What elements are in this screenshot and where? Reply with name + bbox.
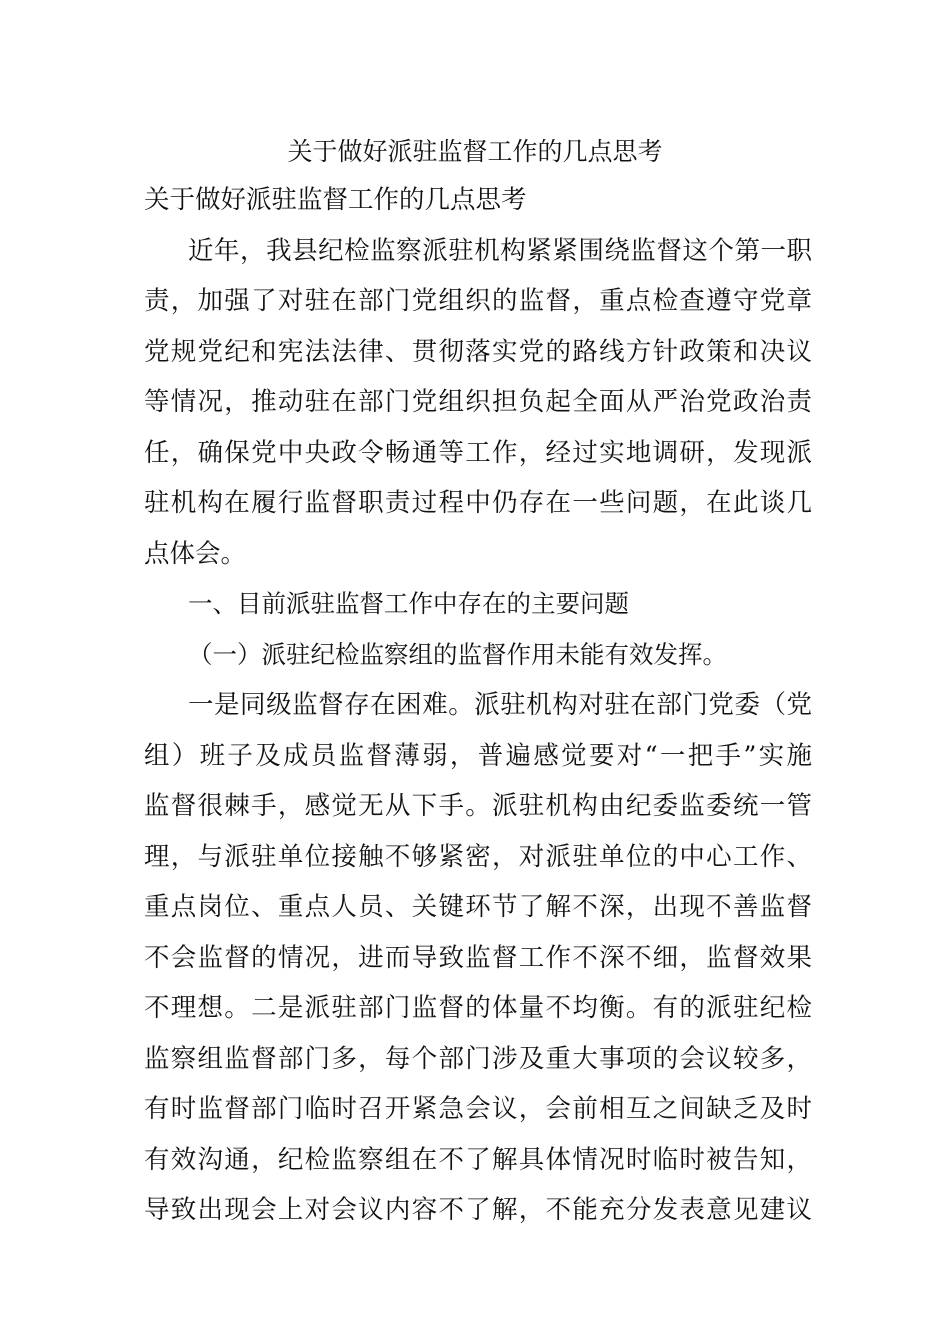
subsection-heading: （一）派驻纪检监察组的监督作用未能有效发挥。 <box>188 639 727 669</box>
paragraph-line: 任，确保党中央政令畅通等工作，经过实地调研，发现派 <box>144 437 812 468</box>
paragraph-line: 责，加强了对驻在部门党组织的监督，重点检查遵守党章 <box>144 286 812 316</box>
paragraph-line: 等情况，推动驻在部门党组织担负起全面从严治党政治责 <box>144 387 812 417</box>
subtitle-line: 关于做好派驻监督工作的几点思考 <box>144 185 527 215</box>
paragraph-line: 组）班子及成员监督薄弱，普遍感觉要对“一把手”实施 <box>144 740 812 771</box>
paragraph-line: 不会监督的情况，进而导致监督工作不深不细，监督效果 <box>144 942 812 973</box>
paragraph-line: 不理想。二是派驻部门监督的体量不均衡。有的派驻纪检 <box>144 993 812 1023</box>
paragraph-line: 有时监督部门临时召开紧急会议，会前相互之间缺乏及时 <box>144 1094 812 1124</box>
paragraph-line: 有效沟通，纪检监察组在不了解具体情况时临时被告知， <box>144 1144 812 1175</box>
paragraph-line: 驻机构在履行监督职责过程中仍存在一些问题，在此谈几 <box>144 488 812 518</box>
paragraph-line: 重点岗位、重点人员、关键环节了解不深，出现不善监督 <box>144 892 812 922</box>
paragraph-line: 导致出现会上对会议内容不了解，不能充分发表意见建议 <box>144 1195 812 1225</box>
paragraph-line: 监督很棘手，感觉无从下手。派驻机构由纪委监委统一管 <box>144 791 812 821</box>
paragraph-line: 近年，我县纪检监察派驻机构紧紧围绕监督这个第一职 <box>188 235 812 266</box>
section-heading: 一、目前派驻监督工作中存在的主要问题 <box>188 589 629 618</box>
document-body <box>144 182 812 1243</box>
paragraph-line: 一是同级监督存在困难。派驻机构对驻在部门党委（党 <box>188 690 812 720</box>
document-title: 关于做好派驻监督工作的几点思考 <box>287 137 663 166</box>
paragraph-line: 党规党纪和宪法法律、贯彻落实党的路线方针政策和决议 <box>144 336 812 367</box>
paragraph-line: 监察组监督部门多，每个部门涉及重大事项的会议较多， <box>144 1043 812 1074</box>
paragraph-line: 点体会。 <box>144 538 247 569</box>
paragraph-line: 理，与派驻单位接触不够紧密，对派驻单位的中心工作、 <box>144 841 812 872</box>
